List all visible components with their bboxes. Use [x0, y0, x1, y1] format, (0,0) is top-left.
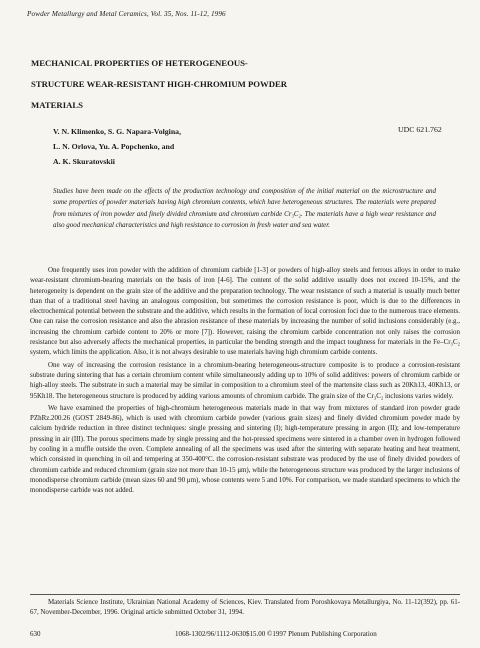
- page-number: 630: [30, 630, 41, 638]
- paragraph: One frequently uses iron powder with the addition of chromium carbide [1-3] or powders of high-alloy steels and ferrous alloys in order to make wear-resistant chromium-bearing materials on the basis of iron [4-6]. The content of the solid additive usually does not exceed 10-15%, and the heterogeneity is dependent on the grain size of the additive and the preparation technology. The wear resistance of such a material is usually much better than that of a traditional steel having an analogous composition, but sometimes the corrosion resistance is poor, which is due to the differences in electrochemical potential between the substrate and the additive, which results in the formation of local corrosion foci due to the numerous trace elements. One can raise the corrosion resistance and also the abrasion resistance of these materials by increasing the number of solid inclusions considerably (e.g., increasing the chromium carbide content to 20% or more [7]). However, raising the chromium carbide concentration not only raises the corrosion resistance but also adversely affects the mechanical properties, in particular the bending strength and the impact toughness for materials in the Fe–Cr₃C₂ system, which limits the application. Also, it is not always desirable to use materials having high chromium carbide contents.: [30, 266, 460, 357]
- author-line: L. N. Orlova, Yu. A. Popchenko, and: [53, 141, 175, 151]
- abstract: Studies have been made on the effects of the production technology and composition of the initial material on the microstructure and some properties of powder materials having high chromium contents, which have heterogeneous structures. The materials were prepared from mixtures of iron powder and finely divided chromium and chromium carbide Cr₃C₂. The materials have a high wear resistance and also good mechanical characteristics and high resistance to corrosion in fresh water and sea water.: [53, 187, 436, 230]
- publication-code: 1068-1302/96/1112-0630$15.00 ©1997 Plenum Publishing Corporation: [175, 630, 377, 638]
- paragraph: One way of increasing the corrosion resistance in a chromium-bearing heterogeneous-structure composite is to produce a corrosion-resistant substrate during sintering that has a certain chromium content while simultaneously adding up to 10% of solid additives: powers of chromium carbide or high-alloy steels. The substrate in such a material may be similar in composition to a chromium steel of the martensite class such as 20Kh13, 40Kh13, or 95Kh18. The heterogeneous structure is produced by adding various amounts of chromium carbide. The grain size of the Cr₃C₂ inclusions varies widely.: [30, 360, 460, 400]
- article-title: [31, 53, 431, 116]
- paragraph: We have examined the properties of high-chromium heterogeneous materials made in that way from mixtures of standard iron powder grade PZhRz.200.26 (GOST 2849-86), which is used with chromium carbide powder (various grain sizes) and finely divided chromium powder made by calcium hydride reduction in three distinct techniques: single pressing and sintering (I); high-temperature pressing in argon (II); and low-temperature pressing in air (III). The porous specimens made by single pressing and the hot-pressed specimens were sintered in a chamber oven in hydrogen followed by cooling in a muffle outside the oven. Complete annealing of all the specimens was used after the sintering with separate heating and heat treatment, which consisted in quenching in oil and tempering at 350-400°C. the corrosion-resistant substrate was produced by the use of finely divided powders of chromium carbide and reduced chromium (grain size not more than 10-15 μm), while the heterogeneous structure was produced by the larger inclusions of monodisperse chromium carbide (mean sizes 60 and 90 μm), whose contents were 5 and 10%. For comparison, we made standard specimens to which the monodisperse carbide was not added.: [30, 403, 460, 495]
- author-line: A. K. Skuratovskii: [53, 156, 115, 166]
- author-line: V. N. Klimenko, S. G. Napara-Volgina,: [53, 127, 182, 136]
- body-text: [30, 265, 460, 498]
- udc-code: UDC 621.762: [398, 125, 442, 134]
- title-line: STRUCTURE WEAR-RESISTANT HIGH-CHROMIUM POWDER: [31, 79, 288, 89]
- journal-header: Powder Metallurgy and Metal Ceramics, Vol. 35, Nos. 11-12, 1996: [27, 10, 226, 18]
- title-line: MECHANICAL PROPERTIES OF HETEROGENEOUS-: [31, 58, 248, 68]
- footnote-divider: [30, 594, 460, 595]
- author-list: [53, 125, 181, 169]
- footnote: Materials Science Institute, Ukrainian National Academy of Sciences, Kiev. Translated from Poroshkovaya Metallurgiya, No. 11-12(392), pp. 61-67, November-December, 1996. Original article submitted October 31, 1994.: [30, 598, 460, 617]
- title-line: MATERIALS: [31, 100, 83, 110]
